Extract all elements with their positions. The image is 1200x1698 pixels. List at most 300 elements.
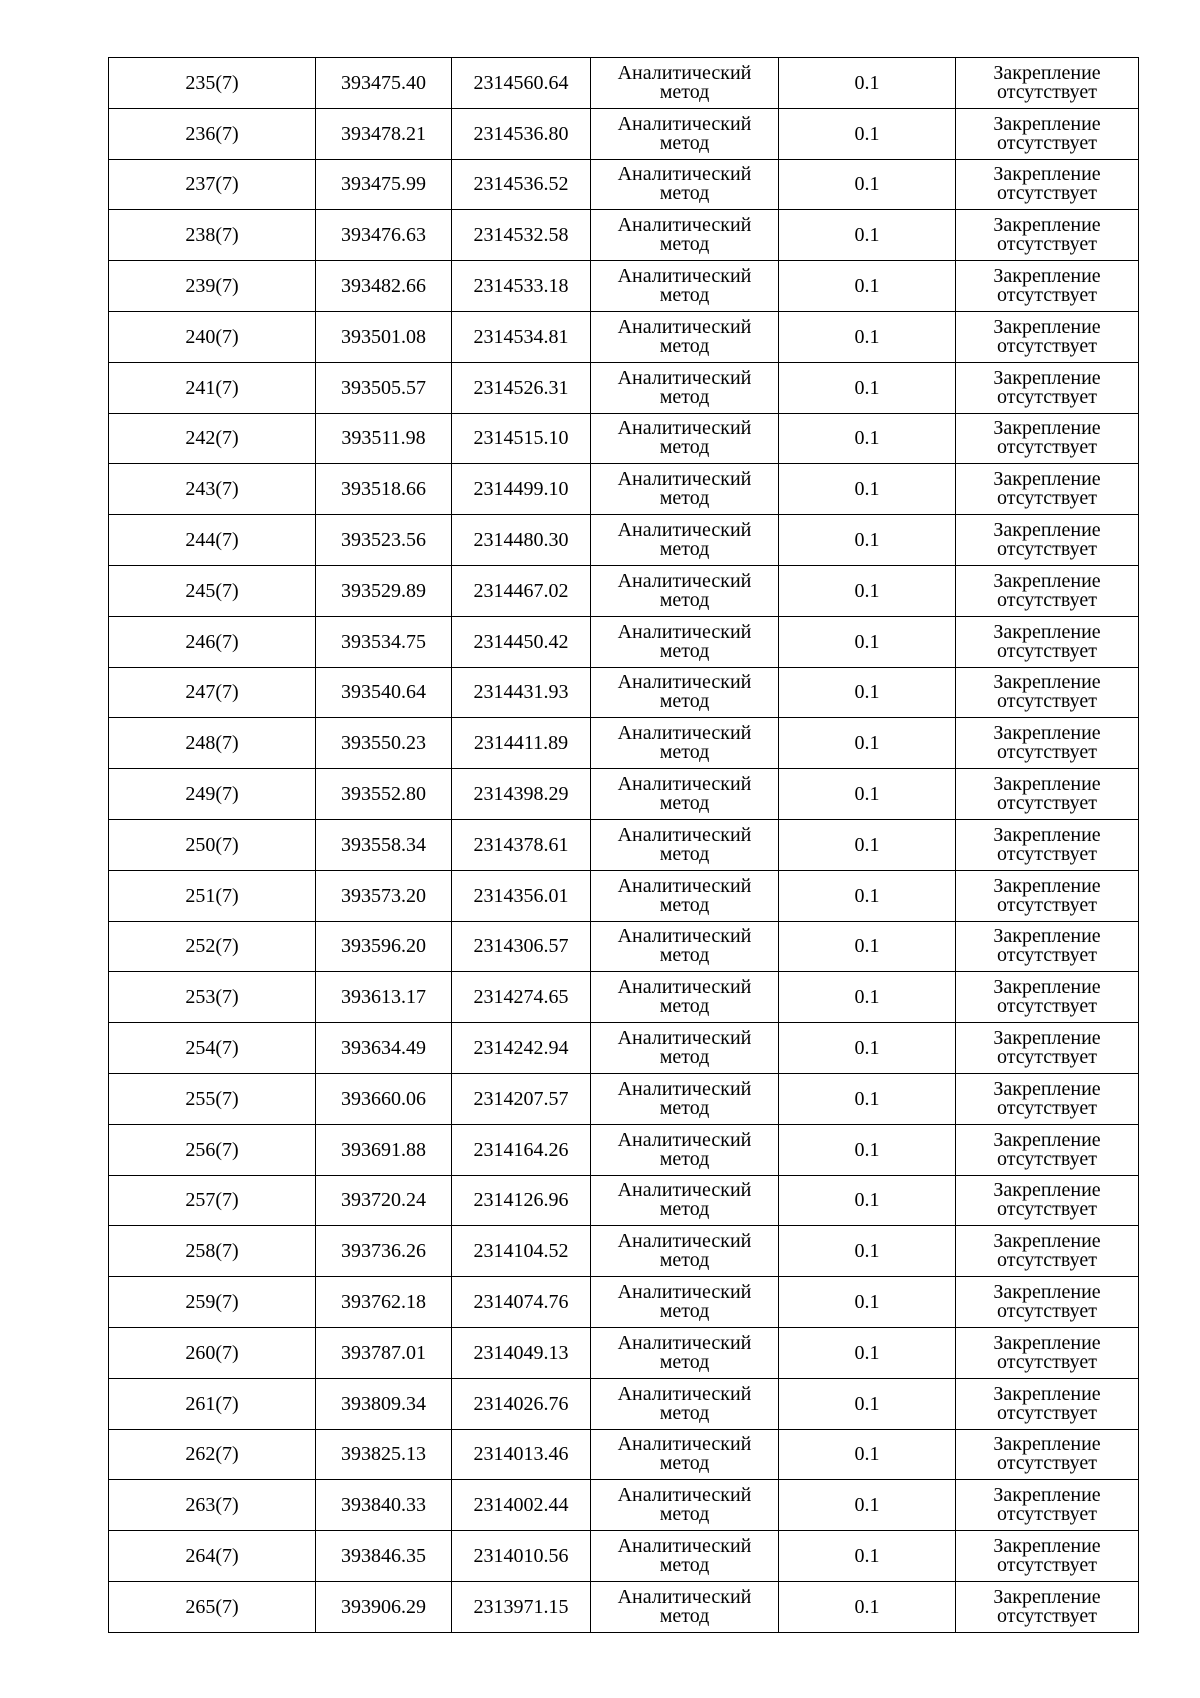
fixation-cell	[956, 515, 1139, 566]
fixation-cell	[956, 921, 1139, 972]
accuracy-cell: 0.1	[779, 58, 956, 109]
method-cell-line: метод	[659, 588, 710, 611]
accuracy-cell: 0.1	[779, 261, 956, 312]
fixation-cell	[956, 1378, 1139, 1429]
fixation-cell	[956, 1480, 1139, 1531]
table-row	[109, 1429, 1139, 1480]
point-number-cell: 258(7)	[109, 1226, 316, 1277]
fixation-cell	[956, 718, 1139, 769]
point-number-cell: 251(7)	[109, 870, 316, 921]
method-cell	[591, 870, 779, 921]
coordinates-table-body	[109, 58, 1139, 1633]
accuracy-cell: 0.1	[779, 464, 956, 515]
fixation-cell-line: Закрепление	[993, 1433, 1101, 1456]
accuracy-cell: 0.1	[779, 1581, 956, 1632]
table-row	[109, 311, 1139, 362]
method-cell	[591, 210, 779, 261]
accuracy-cell: 0.1	[779, 616, 956, 667]
method-cell	[591, 819, 779, 870]
fixation-cell-line: Закрепление	[993, 519, 1101, 542]
y-coordinate-cell: 2314010.56	[452, 1531, 591, 1582]
method-cell	[591, 58, 779, 109]
accuracy-cell: 0.1	[779, 1175, 956, 1226]
point-number-cell: 248(7)	[109, 718, 316, 769]
accuracy-cell: 0.1	[779, 108, 956, 159]
fixation-cell-line: Закрепление	[993, 1535, 1101, 1557]
point-number-cell: 265(7)	[109, 1581, 316, 1632]
method-cell-line: метод	[659, 131, 710, 154]
fixation-cell-line: Закрепление	[993, 1077, 1101, 1100]
fixation-cell	[956, 870, 1139, 921]
method-cell	[591, 1023, 779, 1074]
y-coordinate-cell: 2313971.15	[452, 1581, 591, 1632]
fixation-cell-line: отсутствует	[996, 487, 1098, 510]
method-cell-line: метод	[659, 995, 710, 1018]
fixation-cell-line: Закрепление	[993, 1128, 1101, 1151]
fixation-cell-line: отсутствует	[996, 1452, 1098, 1475]
y-coordinate-cell: 2314560.64	[452, 58, 591, 109]
accuracy-cell: 0.1	[779, 1073, 956, 1124]
accuracy-cell: 0.1	[779, 870, 956, 921]
method-cell-line: метод	[659, 385, 710, 408]
method-cell-line: метод	[659, 1554, 710, 1576]
method-cell	[591, 1531, 779, 1582]
point-number-cell: 263(7)	[109, 1480, 316, 1531]
fixation-cell	[956, 362, 1139, 413]
method-cell-line: метод	[659, 1452, 710, 1475]
x-coordinate-cell: 393475.40	[316, 58, 452, 109]
table-row	[109, 1226, 1139, 1277]
fixation-cell-line: отсутствует	[996, 1350, 1098, 1373]
table-row	[109, 1378, 1139, 1429]
y-coordinate-cell: 2314378.61	[452, 819, 591, 870]
method-cell-line: метод	[659, 792, 710, 815]
table-row	[109, 1277, 1139, 1328]
y-coordinate-cell: 2314536.80	[452, 108, 591, 159]
method-cell-line: метод	[659, 334, 710, 357]
table-row	[109, 210, 1139, 261]
method-cell	[591, 362, 779, 413]
y-coordinate-cell: 2314164.26	[452, 1124, 591, 1175]
point-number-cell: 250(7)	[109, 819, 316, 870]
point-number-cell: 243(7)	[109, 464, 316, 515]
point-number-cell: 235(7)	[109, 58, 316, 109]
accuracy-cell: 0.1	[779, 1327, 956, 1378]
point-number-cell: 245(7)	[109, 565, 316, 616]
method-cell-line: Аналитический	[617, 1585, 752, 1608]
table-row	[109, 921, 1139, 972]
method-cell-line: метод	[659, 1503, 710, 1526]
fixation-cell-line: отсутствует	[996, 741, 1098, 764]
point-number-cell: 254(7)	[109, 1023, 316, 1074]
fixation-cell	[956, 1175, 1139, 1226]
method-cell	[591, 1429, 779, 1480]
method-cell-line: метод	[659, 944, 710, 967]
table-row	[109, 261, 1139, 312]
fixation-cell-line: Закрепление	[993, 315, 1101, 338]
accuracy-cell: 0.1	[779, 921, 956, 972]
x-coordinate-cell: 393558.34	[316, 819, 452, 870]
fixation-cell	[956, 565, 1139, 616]
point-number-cell: 252(7)	[109, 921, 316, 972]
fixation-cell-line: Закрепление	[993, 1027, 1101, 1050]
fixation-cell-line: Закрепление	[993, 366, 1101, 389]
table-row	[109, 58, 1139, 109]
x-coordinate-cell: 393552.80	[316, 769, 452, 820]
point-number-cell: 242(7)	[109, 413, 316, 464]
table-row	[109, 1581, 1139, 1632]
fixation-cell-line: отсутствует	[996, 1198, 1098, 1221]
fixation-cell	[956, 819, 1139, 870]
fixation-cell-line: отсутствует	[996, 284, 1098, 307]
method-cell-line: метод	[659, 538, 710, 561]
x-coordinate-cell: 393691.88	[316, 1124, 452, 1175]
fixation-cell	[956, 1531, 1139, 1582]
fixation-cell	[956, 1073, 1139, 1124]
point-number-cell: 256(7)	[109, 1124, 316, 1175]
method-cell-line: Аналитический	[617, 1077, 752, 1100]
method-cell	[591, 464, 779, 515]
fixation-cell-line: отсутствует	[996, 1554, 1098, 1576]
method-cell-line: метод	[659, 690, 710, 713]
fixation-cell-line: Закрепление	[993, 569, 1101, 592]
method-cell	[591, 565, 779, 616]
fixation-cell	[956, 972, 1139, 1023]
fixation-cell-line: Закрепление	[993, 722, 1101, 745]
method-cell-line: Аналитический	[617, 163, 752, 186]
x-coordinate-cell: 393505.57	[316, 362, 452, 413]
method-cell-line: метод	[659, 284, 710, 307]
fixation-cell-line: Закрепление	[993, 417, 1101, 440]
fixation-cell	[956, 108, 1139, 159]
x-coordinate-cell: 393475.99	[316, 159, 452, 210]
x-coordinate-cell: 393787.01	[316, 1327, 452, 1378]
y-coordinate-cell: 2314026.76	[452, 1378, 591, 1429]
y-coordinate-cell: 2314533.18	[452, 261, 591, 312]
accuracy-cell: 0.1	[779, 1429, 956, 1480]
x-coordinate-cell: 393846.35	[316, 1531, 452, 1582]
method-cell-line: Аналитический	[617, 1331, 752, 1354]
fixation-cell	[956, 1226, 1139, 1277]
point-number-cell: 244(7)	[109, 515, 316, 566]
method-cell-line: Аналитический	[617, 722, 752, 745]
fixation-cell-line: отсутствует	[996, 80, 1098, 103]
fixation-cell-line: Закрепление	[993, 163, 1101, 186]
x-coordinate-cell: 393840.33	[316, 1480, 452, 1531]
fixation-cell-line: Закрепление	[993, 468, 1101, 491]
y-coordinate-cell: 2314499.10	[452, 464, 591, 515]
table-row	[109, 1480, 1139, 1531]
method-cell-line: Аналитический	[617, 925, 752, 948]
method-cell-line: Аналитический	[617, 1128, 752, 1151]
fixation-cell-line: отсутствует	[996, 1147, 1098, 1170]
x-coordinate-cell: 393762.18	[316, 1277, 452, 1328]
y-coordinate-cell: 2314242.94	[452, 1023, 591, 1074]
y-coordinate-cell: 2314356.01	[452, 870, 591, 921]
method-cell	[591, 413, 779, 464]
method-cell-line: Аналитический	[617, 366, 752, 389]
accuracy-cell: 0.1	[779, 1226, 956, 1277]
y-coordinate-cell: 2314431.93	[452, 667, 591, 718]
fixation-cell-line: отсутствует	[996, 1300, 1098, 1323]
fixation-cell-line: Закрепление	[993, 773, 1101, 796]
fixation-cell-line: отсутствует	[996, 233, 1098, 256]
fixation-cell-line: Закрепление	[993, 823, 1101, 846]
accuracy-cell: 0.1	[779, 1531, 956, 1582]
x-coordinate-cell: 393634.49	[316, 1023, 452, 1074]
fixation-cell-line: Закрепление	[993, 925, 1101, 948]
fixation-cell	[956, 1124, 1139, 1175]
x-coordinate-cell: 393613.17	[316, 972, 452, 1023]
method-cell	[591, 667, 779, 718]
y-coordinate-cell: 2314398.29	[452, 769, 591, 820]
method-cell	[591, 1277, 779, 1328]
method-cell-line: Аналитический	[617, 773, 752, 796]
method-cell	[591, 1175, 779, 1226]
fixation-cell	[956, 261, 1139, 312]
fixation-cell-line: отсутствует	[996, 944, 1098, 967]
method-cell-line: Аналитический	[617, 569, 752, 592]
point-number-cell: 249(7)	[109, 769, 316, 820]
y-coordinate-cell: 2314274.65	[452, 972, 591, 1023]
table-row	[109, 108, 1139, 159]
method-cell-line: Аналитический	[617, 620, 752, 643]
accuracy-cell: 0.1	[779, 311, 956, 362]
y-coordinate-cell: 2314536.52	[452, 159, 591, 210]
table-row	[109, 616, 1139, 667]
x-coordinate-cell: 393660.06	[316, 1073, 452, 1124]
accuracy-cell: 0.1	[779, 210, 956, 261]
method-cell-line: метод	[659, 741, 710, 764]
point-number-cell: 261(7)	[109, 1378, 316, 1429]
y-coordinate-cell: 2314306.57	[452, 921, 591, 972]
fixation-cell-line: отсутствует	[996, 385, 1098, 408]
fixation-cell-line: Закрепление	[993, 112, 1101, 135]
accuracy-cell: 0.1	[779, 515, 956, 566]
method-cell-line: Аналитический	[617, 976, 752, 999]
table-row	[109, 1327, 1139, 1378]
method-cell	[591, 311, 779, 362]
fixation-cell	[956, 210, 1139, 261]
method-cell-line: Аналитический	[617, 315, 752, 338]
table-row	[109, 819, 1139, 870]
y-coordinate-cell: 2314526.31	[452, 362, 591, 413]
accuracy-cell: 0.1	[779, 362, 956, 413]
method-cell-line: Аналитический	[617, 112, 752, 135]
fixation-cell-line: отсутствует	[996, 792, 1098, 815]
table-row	[109, 718, 1139, 769]
x-coordinate-cell: 393511.98	[316, 413, 452, 464]
fixation-cell	[956, 1581, 1139, 1632]
method-cell-line: метод	[659, 1147, 710, 1170]
fixation-cell-line: Закрепление	[993, 874, 1101, 897]
method-cell	[591, 972, 779, 1023]
y-coordinate-cell: 2314013.46	[452, 1429, 591, 1480]
method-cell-line: Аналитический	[617, 468, 752, 491]
y-coordinate-cell: 2314515.10	[452, 413, 591, 464]
point-number-cell: 257(7)	[109, 1175, 316, 1226]
fixation-cell	[956, 1429, 1139, 1480]
fixation-cell	[956, 1327, 1139, 1378]
method-cell-line: метод	[659, 1249, 710, 1272]
point-number-cell: 239(7)	[109, 261, 316, 312]
fixation-cell-line: Закрепление	[993, 620, 1101, 643]
accuracy-cell: 0.1	[779, 413, 956, 464]
method-cell-line: Аналитический	[617, 1027, 752, 1050]
point-number-cell: 241(7)	[109, 362, 316, 413]
fixation-cell	[956, 769, 1139, 820]
fixation-cell	[956, 58, 1139, 109]
method-cell-line: Аналитический	[617, 61, 752, 84]
fixation-cell-line: Закрепление	[993, 976, 1101, 999]
point-number-cell: 247(7)	[109, 667, 316, 718]
fixation-cell-line: Закрепление	[993, 1230, 1101, 1253]
method-cell	[591, 108, 779, 159]
method-cell-line: метод	[659, 1096, 710, 1119]
x-coordinate-cell: 393482.66	[316, 261, 452, 312]
y-coordinate-cell: 2314532.58	[452, 210, 591, 261]
x-coordinate-cell: 393550.23	[316, 718, 452, 769]
point-number-cell: 260(7)	[109, 1327, 316, 1378]
fixation-cell	[956, 1277, 1139, 1328]
method-cell	[591, 1581, 779, 1632]
x-coordinate-cell: 393523.56	[316, 515, 452, 566]
table-row	[109, 972, 1139, 1023]
fixation-cell-line: отсутствует	[996, 1046, 1098, 1069]
fixation-cell-line: Закрепление	[993, 1382, 1101, 1405]
method-cell-line: Аналитический	[617, 519, 752, 542]
method-cell	[591, 261, 779, 312]
method-cell	[591, 616, 779, 667]
fixation-cell-line: отсутствует	[996, 1604, 1098, 1627]
fixation-cell-line: отсутствует	[996, 588, 1098, 611]
table-row	[109, 870, 1139, 921]
accuracy-cell: 0.1	[779, 1124, 956, 1175]
method-cell-line: Аналитический	[617, 1230, 752, 1253]
fixation-cell-line: отсутствует	[996, 842, 1098, 865]
y-coordinate-cell: 2314411.89	[452, 718, 591, 769]
method-cell-line: Аналитический	[617, 214, 752, 237]
point-number-cell: 259(7)	[109, 1277, 316, 1328]
table-row	[109, 464, 1139, 515]
point-number-cell: 237(7)	[109, 159, 316, 210]
method-cell	[591, 1124, 779, 1175]
x-coordinate-cell: 393478.21	[316, 108, 452, 159]
fixation-cell-line: Закрепление	[993, 1484, 1101, 1507]
table-row	[109, 362, 1139, 413]
method-cell-line: метод	[659, 80, 710, 103]
method-cell-line: метод	[659, 233, 710, 256]
fixation-cell-line: отсутствует	[996, 334, 1098, 357]
fixation-cell-line: отсутствует	[996, 1401, 1098, 1424]
fixation-cell-line: отсутствует	[996, 1096, 1098, 1119]
accuracy-cell: 0.1	[779, 769, 956, 820]
method-cell-line: Аналитический	[617, 1433, 752, 1456]
table-row	[109, 159, 1139, 210]
point-number-cell: 246(7)	[109, 616, 316, 667]
table-row	[109, 565, 1139, 616]
accuracy-cell: 0.1	[779, 718, 956, 769]
method-cell	[591, 1327, 779, 1378]
method-cell	[591, 769, 779, 820]
y-coordinate-cell: 2314534.81	[452, 311, 591, 362]
point-number-cell: 255(7)	[109, 1073, 316, 1124]
accuracy-cell: 0.1	[779, 1480, 956, 1531]
method-cell-line: метод	[659, 842, 710, 865]
y-coordinate-cell: 2314480.30	[452, 515, 591, 566]
y-coordinate-cell: 2314049.13	[452, 1327, 591, 1378]
y-coordinate-cell: 2314207.57	[452, 1073, 591, 1124]
x-coordinate-cell: 393736.26	[316, 1226, 452, 1277]
fixation-cell-line: Закрепление	[993, 1179, 1101, 1202]
accuracy-cell: 0.1	[779, 159, 956, 210]
method-cell-line: метод	[659, 639, 710, 662]
method-cell-line: метод	[659, 1046, 710, 1069]
y-coordinate-cell: 2314450.42	[452, 616, 591, 667]
x-coordinate-cell: 393720.24	[316, 1175, 452, 1226]
method-cell-line: метод	[659, 1350, 710, 1373]
fixation-cell-line: отсутствует	[996, 893, 1098, 916]
table-row	[109, 515, 1139, 566]
point-number-cell: 262(7)	[109, 1429, 316, 1480]
point-number-cell: 264(7)	[109, 1531, 316, 1582]
fixation-cell-line: Закрепление	[993, 61, 1101, 84]
fixation-cell-line: отсутствует	[996, 538, 1098, 561]
method-cell	[591, 1378, 779, 1429]
accuracy-cell: 0.1	[779, 1023, 956, 1074]
x-coordinate-cell: 393501.08	[316, 311, 452, 362]
method-cell-line: метод	[659, 436, 710, 459]
fixation-cell-line: отсутствует	[996, 639, 1098, 662]
method-cell	[591, 159, 779, 210]
y-coordinate-cell: 2314002.44	[452, 1480, 591, 1531]
method-cell-line: Аналитический	[617, 1484, 752, 1507]
method-cell-line: метод	[659, 1300, 710, 1323]
method-cell-line: метод	[659, 1604, 710, 1627]
accuracy-cell: 0.1	[779, 1277, 956, 1328]
table-row	[109, 1023, 1139, 1074]
fixation-cell-line: Закрепление	[993, 671, 1101, 694]
x-coordinate-cell: 393573.20	[316, 870, 452, 921]
y-coordinate-cell: 2314104.52	[452, 1226, 591, 1277]
method-cell-line: Аналитический	[617, 265, 752, 288]
fixation-cell-line: Закрепление	[993, 265, 1101, 288]
table-row	[109, 1175, 1139, 1226]
y-coordinate-cell: 2314126.96	[452, 1175, 591, 1226]
accuracy-cell: 0.1	[779, 819, 956, 870]
fixation-cell	[956, 667, 1139, 718]
fixation-cell-line: отсутствует	[996, 995, 1098, 1018]
method-cell-line: Аналитический	[617, 1281, 752, 1304]
point-number-cell: 238(7)	[109, 210, 316, 261]
y-coordinate-cell: 2314074.76	[452, 1277, 591, 1328]
x-coordinate-cell: 393540.64	[316, 667, 452, 718]
x-coordinate-cell: 393596.20	[316, 921, 452, 972]
table-row	[109, 1124, 1139, 1175]
fixation-cell-line: Закрепление	[993, 1331, 1101, 1354]
table-row	[109, 413, 1139, 464]
x-coordinate-cell: 393825.13	[316, 1429, 452, 1480]
table-row	[109, 769, 1139, 820]
method-cell-line: метод	[659, 182, 710, 205]
x-coordinate-cell: 393529.89	[316, 565, 452, 616]
method-cell-line: Аналитический	[617, 417, 752, 440]
fixation-cell-line: отсутствует	[996, 436, 1098, 459]
x-coordinate-cell: 393906.29	[316, 1581, 452, 1632]
method-cell	[591, 718, 779, 769]
method-cell	[591, 921, 779, 972]
fixation-cell	[956, 311, 1139, 362]
